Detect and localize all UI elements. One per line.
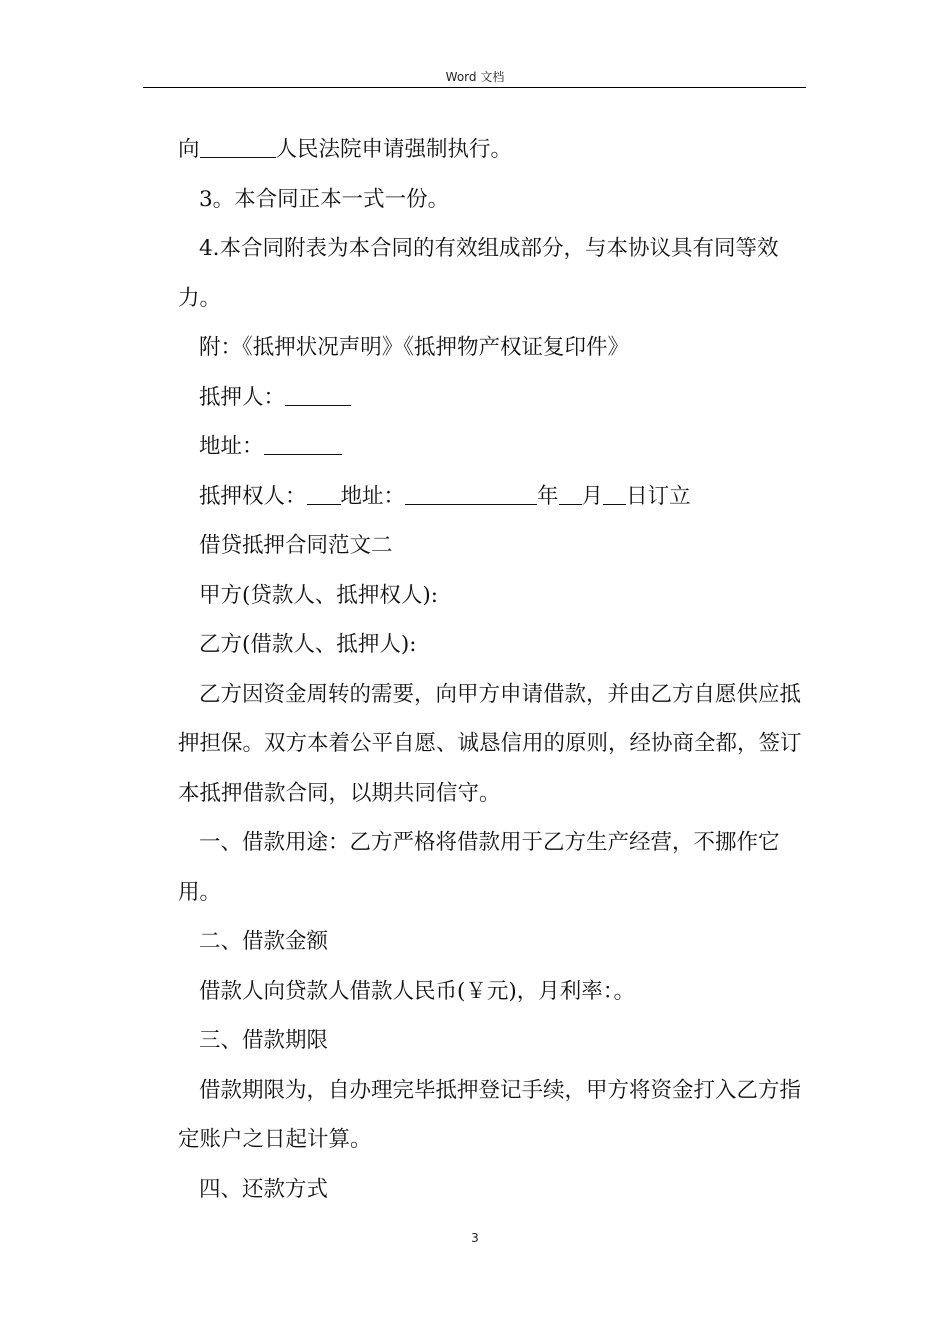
text-segment: 抵押人： (199, 384, 286, 410)
text-segment: 月 (581, 483, 604, 509)
paragraph-preamble: 乙方因资金周转的需要，向甲方申请借款，并由乙方自愿供应抵押担保。双方本着公平自愿、诚恳信用的原则，经协商全都，签订本抵押借款合同，以期共同信守。 (178, 681, 802, 806)
section-title-sample-two: 借贷抵押合同范文二 (199, 533, 393, 558)
heading-repayment: 四、还款方式 (199, 1176, 329, 1202)
document-body (178, 125, 808, 1214)
text-segment: 地址： (340, 483, 406, 509)
paragraph-court-execution (178, 125, 808, 175)
paragraph-mortgagee-signature (178, 472, 808, 522)
paragraph-loan-amount: 借款人向贷款人借款人民币(￥元)，月利率：。 (199, 978, 636, 1004)
blank-line (200, 135, 276, 158)
text-segment: 年 (537, 483, 559, 509)
blank-line (603, 482, 626, 505)
header-divider (143, 87, 806, 88)
blank-line (559, 482, 582, 505)
blank-line (285, 383, 351, 406)
blank-line (405, 482, 537, 505)
text-segment: 地址： (199, 434, 264, 459)
heading-loan-amount: 二、借款金额 (199, 929, 329, 954)
blank-line (307, 482, 341, 505)
text-segment: 人民法院申请强制执行。 (275, 137, 513, 162)
page-number: 3 (471, 1231, 479, 1245)
paragraph-copies: 3。本合同正本一式一份。 (199, 186, 450, 212)
text-segment: 向 (178, 137, 200, 162)
paragraph-party-a: 甲方(贷款人、抵押权人): (199, 582, 439, 608)
text-segment: 日订立 (626, 483, 691, 509)
paragraph-mortgagor (178, 373, 808, 423)
paragraph-appendix: 附：《抵押状况声明》《抵押物产权证复印件》 (199, 335, 630, 360)
heading-loan-term: 三、借款期限 (199, 1028, 329, 1053)
text-segment: 抵押权人： (199, 483, 307, 509)
blank-line (264, 432, 342, 455)
paragraph-loan-purpose: 一、借款用途：乙方严格将借款用于乙方生产经营，不挪作它用。 (178, 830, 780, 905)
page-header-title: Word 文档 (445, 70, 505, 84)
paragraph-loan-term: 借款期限为，自办理完毕抵押登记手续，甲方将资金打入乙方指定账户之日起计算。 (178, 1077, 802, 1152)
paragraph-party-b: 乙方(借款人、抵押人): (199, 632, 417, 657)
paragraph-attachments-validity: 4.本合同附表为本合同的有效组成部分，与本协议具有同等效力。 (178, 236, 779, 311)
paragraph-address (178, 422, 808, 472)
